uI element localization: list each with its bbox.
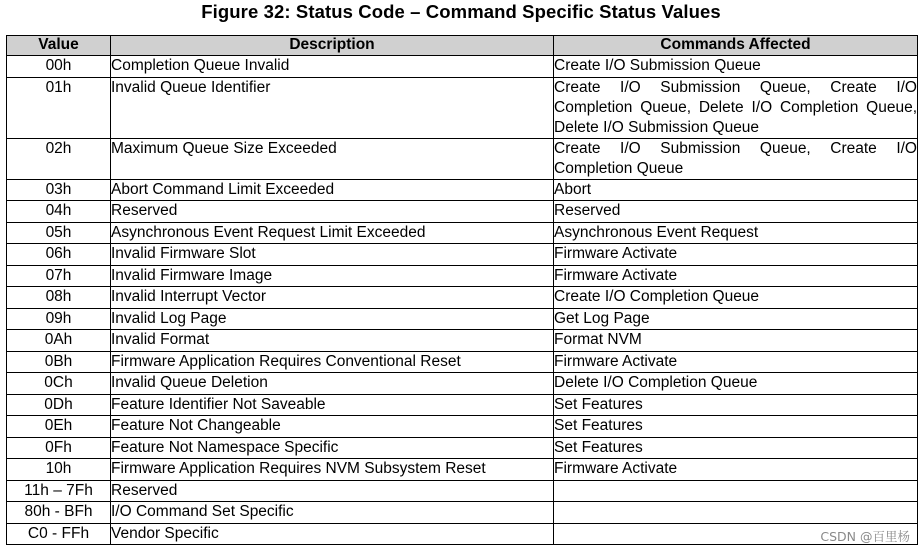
cell-value: 04h (7, 201, 111, 223)
header-description: Description (111, 36, 554, 56)
cell-description: Vendor Specific (111, 523, 554, 545)
table-row (7, 201, 918, 223)
cell-commands: Reserved (554, 201, 918, 223)
table-row (7, 437, 918, 459)
table-row (7, 77, 918, 138)
cell-value: 0Eh (7, 416, 111, 438)
cell-description: I/O Command Set Specific (111, 502, 554, 524)
cell-value: 03h (7, 179, 111, 201)
table-row (7, 265, 918, 287)
cell-commands (554, 480, 918, 502)
cell-commands: Create I/O Submission Queue, Create I/O Completion Queue (554, 138, 918, 179)
cell-description: Invalid Format (111, 330, 554, 352)
cell-description: Invalid Firmware Image (111, 265, 554, 287)
cell-commands: Create I/O Completion Queue (554, 287, 918, 309)
table-row (7, 308, 918, 330)
cell-value: 11h – 7Fh (7, 480, 111, 502)
table-row (7, 416, 918, 438)
table-row (7, 351, 918, 373)
cell-commands: Set Features (554, 394, 918, 416)
table-row (7, 244, 918, 266)
watermark: CSDN @百里杨 (820, 529, 910, 544)
cell-description: Feature Not Namespace Specific (111, 437, 554, 459)
cell-commands: Firmware Activate (554, 351, 918, 373)
cell-commands: Create I/O Submission Queue, Create I/O Completion Queue, Delete I/O Completion Queue, Delete I/O Submission Queue (554, 77, 918, 138)
figure-title: Figure 32: Status Code – Command Specific Status Values (201, 1, 721, 22)
cell-description: Reserved (111, 201, 554, 223)
cell-value: 08h (7, 287, 111, 309)
header-commands-affected: Commands Affected (554, 36, 918, 56)
cell-commands: Asynchronous Event Request (554, 222, 918, 244)
cell-value: 06h (7, 244, 111, 266)
cell-commands: Abort (554, 179, 918, 201)
cell-value: C0 - FFh (7, 523, 111, 545)
cell-value: 0Ch (7, 373, 111, 395)
cell-value: 0Bh (7, 351, 111, 373)
cell-value: 09h (7, 308, 111, 330)
cell-value: 02h (7, 138, 111, 179)
cell-value: 10h (7, 459, 111, 481)
table-row (7, 459, 918, 481)
cell-description: Asynchronous Event Request Limit Exceeded (111, 222, 554, 244)
table-row (7, 480, 918, 502)
cell-value: 05h (7, 222, 111, 244)
cell-value: 01h (7, 77, 111, 138)
cell-commands: Firmware Activate (554, 459, 918, 481)
cell-description: Completion Queue Invalid (111, 56, 554, 78)
table-row (7, 138, 918, 179)
cell-commands: Delete I/O Completion Queue (554, 373, 918, 395)
cell-value: 0Dh (7, 394, 111, 416)
cell-description: Firmware Application Requires NVM Subsystem Reset (111, 459, 554, 481)
cell-value: 00h (7, 56, 111, 78)
table-row (7, 373, 918, 395)
cell-description: Abort Command Limit Exceeded (111, 179, 554, 201)
cell-value: 07h (7, 265, 111, 287)
cell-description: Invalid Queue Identifier (111, 77, 554, 138)
table-row (7, 523, 918, 545)
cell-description: Invalid Log Page (111, 308, 554, 330)
cell-commands: Get Log Page (554, 308, 918, 330)
cell-commands: Set Features (554, 416, 918, 438)
cell-description: Invalid Firmware Slot (111, 244, 554, 266)
cell-description: Feature Not Changeable (111, 416, 554, 438)
cell-commands: Create I/O Submission Queue (554, 56, 918, 78)
cell-commands: Firmware Activate (554, 244, 918, 266)
cell-commands: Format NVM (554, 330, 918, 352)
table-row (7, 179, 918, 201)
table-row (7, 330, 918, 352)
table-row (7, 394, 918, 416)
table-row (7, 287, 918, 309)
cell-commands: Set Features (554, 437, 918, 459)
cell-value: 0Fh (7, 437, 111, 459)
cell-commands (554, 502, 918, 524)
cell-description: Feature Identifier Not Saveable (111, 394, 554, 416)
cell-value: 0Ah (7, 330, 111, 352)
table-row (7, 502, 918, 524)
cell-commands: Firmware Activate (554, 265, 918, 287)
table-header-row (7, 36, 918, 56)
cell-description: Invalid Queue Deletion (111, 373, 554, 395)
cell-description: Maximum Queue Size Exceeded (111, 138, 554, 179)
table-row (7, 56, 918, 78)
table-row (7, 222, 918, 244)
cell-description: Reserved (111, 480, 554, 502)
header-value: Value (7, 36, 111, 56)
status-code-table (6, 35, 918, 545)
cell-description: Firmware Application Requires Conventional Reset (111, 351, 554, 373)
cell-description: Invalid Interrupt Vector (111, 287, 554, 309)
cell-value: 80h - BFh (7, 502, 111, 524)
